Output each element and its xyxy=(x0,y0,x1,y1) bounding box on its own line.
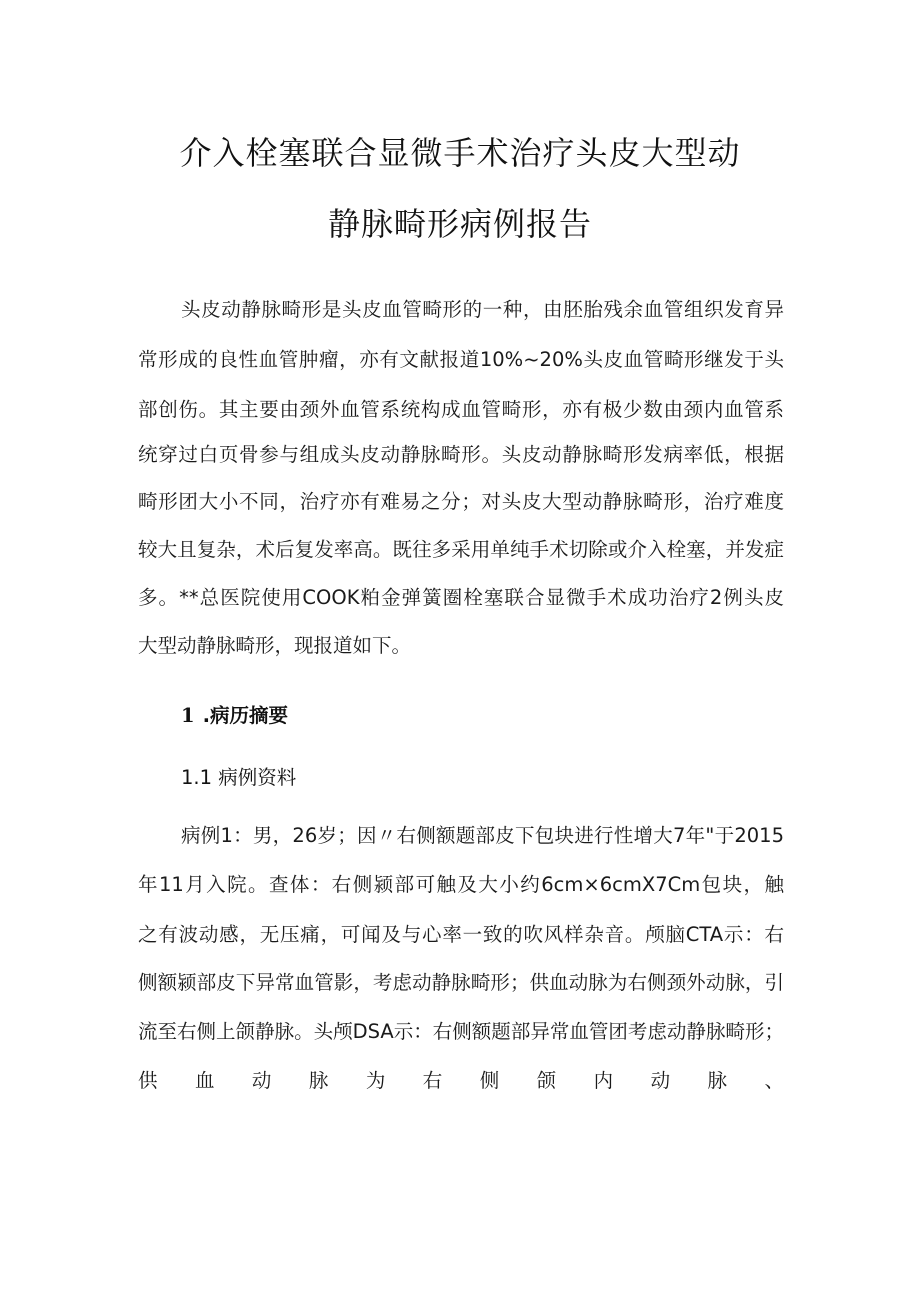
intro-line: 统穿过白页骨参与组成头皮动静脉畸形。头皮动静脉畸形发病率低，根据 xyxy=(138,443,784,466)
case-line: 年11月入院。查体：右侧颍部可触及大小约6cm×6cmX7Cm包块，触 xyxy=(138,873,784,896)
document-title-line-1: 介入栓塞联合显微手术治疗头皮大型动 xyxy=(179,134,741,172)
document-title-line-2: 静脉畸形病例报告 xyxy=(327,205,592,243)
section-number: 1 xyxy=(181,704,195,727)
intro-line: 头皮动静脉畸形是头皮血管畸形的一种，由胚胎残余血管组织发育异 xyxy=(181,298,784,321)
section-label: .病历摘要 xyxy=(202,704,288,727)
intro-line: 常形成的良性血管肿瘤，亦有文献报道10%~20%头皮血管畸形继发于头 xyxy=(138,348,784,371)
intro-line: 部创伤。其主要由颈外血管系统构成血管畸形，亦有极少数由颈内血管系 xyxy=(138,398,784,421)
intro-line: 较大且复杂，术后复发率高。既往多采用单纯手术切除或介入栓塞，并发症 xyxy=(138,538,784,561)
case-line: 供 血 动 脉 为 右 侧 颌 内 动 脉 、 xyxy=(138,1069,784,1092)
case-line: 病例1：男，26岁；因〃右侧额题部皮下包块进行性增大7年"于2015 xyxy=(181,824,784,847)
case-line: 流至右侧上颌静脉。头颅DSA示：右侧额题部异常血管团考虑动静脉畸形； xyxy=(138,1020,784,1043)
intro-line: 大型动静脉畸形，现报道如下。 xyxy=(138,634,412,657)
case-line: 侧额颍部皮下异常血管影，考虑动静脉畸形；供血动脉为右侧颈外动脉，引 xyxy=(138,971,784,994)
intro-line: 畸形团大小不同，治疗亦有难易之分；对头皮大型动静脉畸形，治疗难度 xyxy=(138,490,784,513)
intro-line: 多。**总医院使用COOK粕金弹簧圈栓塞联合显微手术成功治疗2例头皮 xyxy=(138,586,784,609)
subsection-heading-1-1: 1.1 病例资料 xyxy=(181,766,297,789)
section-heading-1 xyxy=(181,704,288,728)
case-line: 之有波动感，无压痛，可闻及与心率一致的吹风样杂音。颅脑CTA示：右 xyxy=(138,923,784,946)
